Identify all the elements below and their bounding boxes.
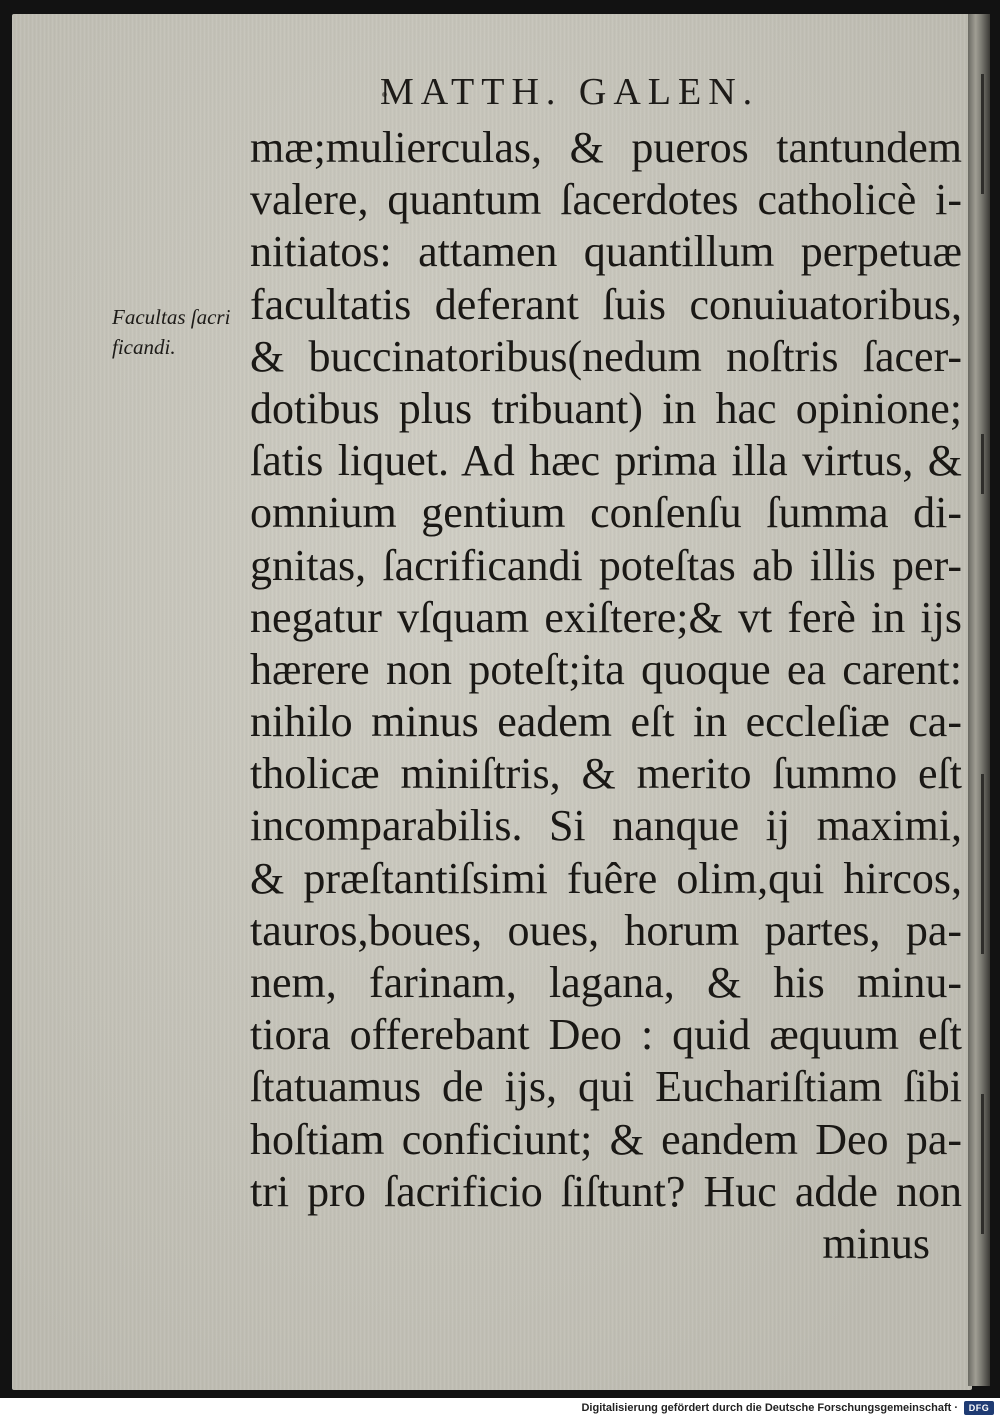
funding-credit: Digitalisierung gefördert durch die Deutsche Forschungsgemeinschaft · (581, 1402, 958, 1414)
footer-bar (0, 1398, 1000, 1420)
edge-mark (981, 74, 984, 194)
text-line: ſtatuamus de ijs, qui Euchariſtiam ſibi (250, 1062, 962, 1112)
marginal-note-line: Facultas ſacri (112, 305, 231, 329)
text-line: nihilo minus eadem eſt in eccleſiæ ca- (250, 697, 962, 747)
text-line: mæ;mulierculas, & pueros tantundem (250, 123, 962, 172)
dfg-logo: DFG (964, 1401, 994, 1415)
page-edge-shadow (968, 14, 990, 1386)
text-line: nitiatos: attamen quantillum perpetuæ (250, 227, 962, 277)
text-line: ſatis liquet. Ad hæc prima illa virtus, & (250, 436, 962, 486)
text-line: tauros,boues, oues, horum partes, pa- (250, 905, 962, 955)
edge-mark (981, 1094, 984, 1234)
text-line: gnitas, ſacrificandi poteſtas ab illis per- (250, 540, 962, 590)
text-line: hærere non poteſt;ita quoque ea carent: (250, 644, 962, 694)
text-line: & præſtantiſsimi fuêre olim,qui hircos, (250, 853, 962, 903)
marginal-note-line: ficandi. (112, 335, 176, 359)
marginal-note (112, 302, 252, 362)
text-line: & buccinatoribus(nedum noſtris ſacer- (250, 331, 962, 381)
text-line: facultatis deferant ſuis conuiuatoribus, (250, 279, 962, 329)
text-line: valere, quantum ſacerdotes catholicè i- (250, 175, 962, 225)
text-line: incomparabilis. Si nanque ij maximi, (250, 801, 962, 851)
catchword: minus (822, 1218, 930, 1268)
text-line: hoſtiam conficiunt; & eandem Deo pa- (250, 1114, 962, 1164)
text-line: nem, farinam, lagana, & his minu- (250, 958, 962, 1007)
text-line: omnium gentium conſenſu ſumma di- (250, 488, 962, 538)
running-head: MATTH. GALEN. (380, 71, 760, 113)
text-line: tholicæ miniſtris, & merito ſummo eſt (250, 749, 962, 799)
text-line: tiora offerebant Deo : quid æquum eſt (250, 1010, 962, 1060)
edge-mark (981, 434, 984, 494)
text-line: dotibus plus tribuant) in hac opinione; (250, 383, 962, 433)
text-line: tri pro ſacrificio ſiſtunt? Huc adde non (250, 1166, 962, 1216)
body-text (250, 122, 962, 1270)
edge-mark (981, 774, 984, 954)
text-line: negatur vſquam exiſtere;& vt ferè in ijs (250, 592, 962, 642)
